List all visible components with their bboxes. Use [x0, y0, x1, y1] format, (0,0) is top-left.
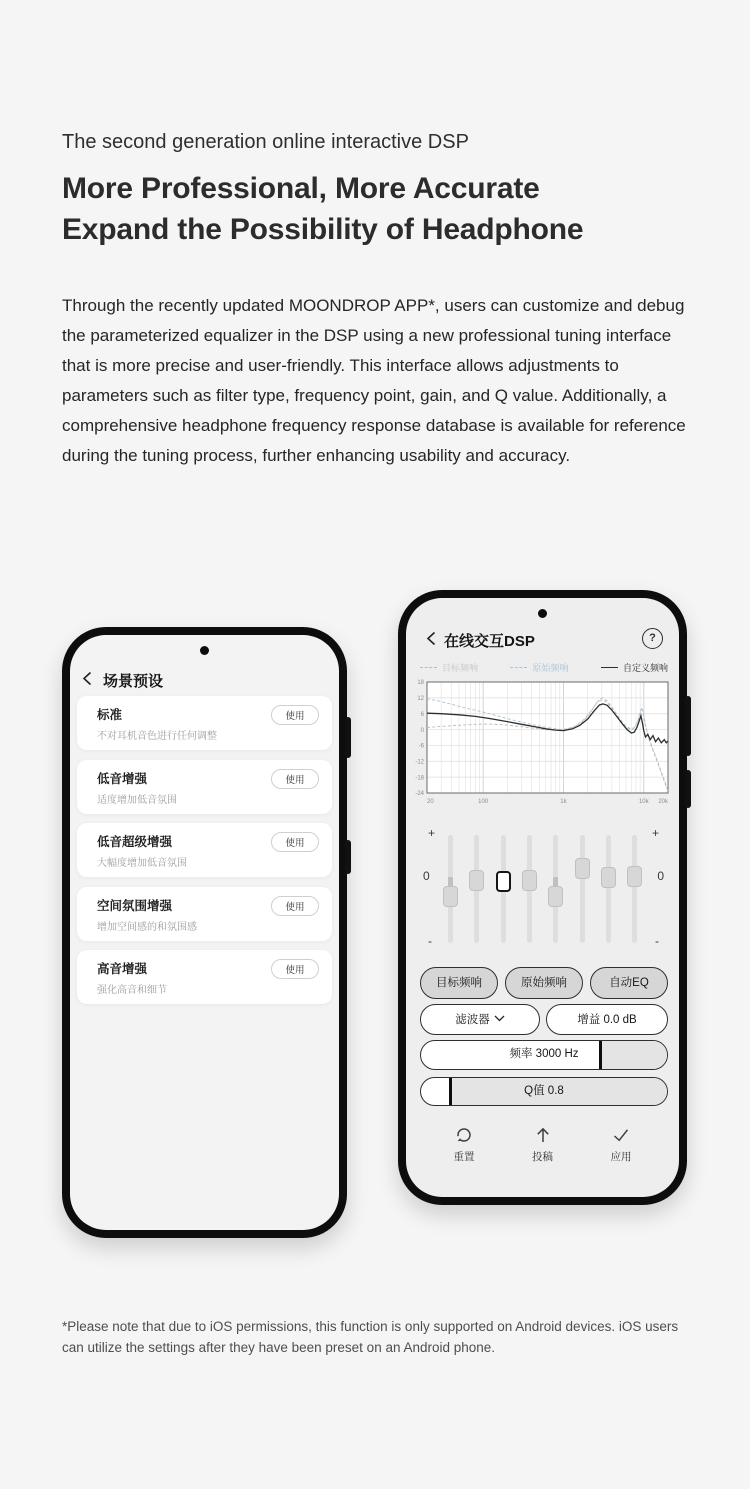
action-重置[interactable] [438, 1125, 490, 1164]
dsp-phone [398, 590, 687, 1205]
power-button [345, 840, 351, 874]
frequency-slider-handle[interactable] [599, 1040, 602, 1070]
page-title-line2: Expand the Possibility of Headphone [62, 213, 584, 246]
page-title [62, 168, 583, 250]
dsp-screen-title: 在线交互DSP [444, 633, 535, 650]
target-response-label: 目标频响 [436, 977, 482, 989]
eq-band-slider[interactable] [572, 835, 592, 943]
upload-icon[interactable] [533, 1125, 553, 1145]
action-投稿[interactable] [517, 1125, 569, 1164]
svg-text:-18: -18 [415, 775, 424, 782]
eq-plus-label-right: + [651, 826, 659, 840]
eq-band-slider[interactable] [624, 835, 644, 943]
svg-text:6: 6 [420, 711, 424, 718]
auto-eq-button[interactable] [590, 967, 668, 999]
auto-eq-label: 自动EQ [609, 977, 649, 989]
preset-screen [70, 635, 339, 1230]
q-slider[interactable] [420, 1077, 668, 1106]
preset-desc: 适度增加低音氛围 [97, 794, 177, 806]
page-subtitle: The second generation online interactive DSP [62, 131, 469, 153]
eq-slider-handle[interactable] [548, 886, 563, 907]
preset-name: 高音增强 [97, 962, 148, 976]
q-slider-label: Q值 0.8 [524, 1085, 564, 1097]
svg-text:20k: 20k [658, 799, 668, 805]
eq-slider-track [606, 835, 611, 943]
legend-label: 自定义频响 [622, 663, 668, 673]
check-icon[interactable] [611, 1125, 631, 1145]
chevron-down-icon [494, 1015, 505, 1022]
action-label: 应用 [610, 1151, 632, 1163]
frequency-slider-track [601, 1041, 667, 1069]
eq-minus-label-left: - [428, 934, 432, 948]
svg-text:-24: -24 [415, 791, 424, 798]
original-response-button[interactable] [505, 967, 583, 999]
frequency-slider[interactable] [420, 1040, 668, 1070]
preset-desc: 不对耳机音色进行任何调整 [97, 731, 217, 742]
help-icon[interactable]: ? [642, 628, 663, 649]
legend-label: 目标频响 [442, 663, 479, 673]
preset-name: 低音增强 [97, 771, 148, 786]
preset-name: 空间氛围增强 [97, 898, 173, 913]
action-label: 投稿 [532, 1151, 553, 1163]
use-button[interactable]: 使用 [271, 769, 319, 789]
dsp-screen [406, 598, 679, 1197]
preset-desc: 大幅度增加低音氛围 [97, 858, 187, 869]
eq-slider-handle[interactable] [627, 866, 642, 887]
svg-text:10k: 10k [638, 799, 649, 805]
camera-dot [200, 646, 209, 655]
svg-text:12: 12 [417, 696, 424, 703]
use-button[interactable]: 使用 [271, 832, 319, 852]
gain-button[interactable] [546, 1004, 668, 1035]
svg-text:-6: -6 [418, 743, 424, 750]
svg-text:20: 20 [427, 799, 434, 805]
preset-desc: 增加空间感的和氛围感 [97, 921, 197, 933]
gain-label: 增益 0.0 dB [577, 1014, 637, 1026]
preset-card [77, 887, 332, 941]
preset-card [77, 950, 332, 1004]
original-response-label: 原始频响 [521, 977, 567, 989]
eq-slider-handle[interactable] [496, 871, 511, 892]
reset-icon[interactable] [454, 1125, 474, 1145]
use-button[interactable]: 使用 [271, 705, 319, 725]
svg-text:-12: -12 [415, 759, 424, 766]
eq-plus-label-left: + [428, 826, 436, 840]
frequency-slider-label: 频率 3000 Hz [509, 1048, 579, 1060]
preset-card [77, 760, 332, 814]
eq-slider-handle[interactable] [601, 867, 616, 888]
eq-band-slider[interactable] [440, 835, 460, 943]
equalizer [406, 598, 679, 1197]
back-icon[interactable] [82, 671, 92, 686]
preset-list [77, 696, 332, 1014]
eq-band-slider[interactable] [519, 835, 539, 943]
preset-name: 低音超级增强 [97, 835, 173, 849]
eq-slider-track [580, 835, 585, 943]
eq-slider-handle[interactable] [469, 870, 484, 891]
volume-button [345, 717, 351, 758]
eq-slider-handle[interactable] [443, 886, 458, 907]
preset-desc: 强化高音和细节 [97, 985, 167, 996]
footnote: *Please note that due to iOS permissions, this function is only supported on Android devices. iOS users can utilize the settings after they have been preset on an Android phone. [62, 1319, 679, 1355]
eq-band-slider[interactable] [598, 835, 618, 943]
legend-label: 原始频响 [532, 663, 569, 673]
eq-band-slider[interactable] [545, 835, 565, 943]
eq-zero-label-right: 0 [657, 869, 664, 883]
page-title-line1: More Professional, More Accurate [62, 172, 540, 205]
eq-slider-handle[interactable] [522, 870, 537, 891]
eq-slider-track [632, 835, 637, 943]
eq-minus-label-right: - [655, 934, 659, 948]
power-button [685, 770, 691, 808]
svg-text:100: 100 [478, 799, 489, 805]
action-应用[interactable] [595, 1125, 647, 1164]
volume-button [685, 696, 691, 756]
svg-text:1k: 1k [560, 799, 567, 805]
preset-name: 标准 [97, 708, 123, 722]
svg-text:0: 0 [420, 727, 424, 734]
use-button[interactable]: 使用 [271, 896, 319, 916]
eq-band-slider[interactable] [466, 835, 486, 943]
eq-zero-label-left: 0 [423, 869, 430, 883]
use-button[interactable]: 使用 [271, 959, 319, 979]
preset-phone [62, 627, 347, 1238]
preset-card [77, 696, 332, 750]
action-bar [438, 1125, 647, 1164]
filter-dropdown[interactable] [420, 1004, 540, 1035]
preset-header [70, 668, 339, 690]
preset-card [77, 823, 332, 877]
filter-label: 滤波器 [455, 1014, 490, 1026]
eq-band-slider[interactable] [493, 835, 513, 943]
preset-screen-title: 场景预设 [103, 673, 164, 690]
target-response-button[interactable] [420, 967, 498, 999]
body-paragraph: Through the recently updated MOONDROP APP*, users can customize and debug the parameterized equalizer in the DSP using a new professional tuning interface that is more precise and user-friendly. This interface allows adjustments to parameters such as filter type, frequency point, gain, and Q value. Additionally, a comprehensive headphone frequency response database is available for reference during the tuning process, further enhancing usability and accuracy. [62, 296, 686, 465]
svg-text:18: 18 [417, 680, 424, 687]
q-slider-handle[interactable] [449, 1077, 452, 1106]
eq-slider-handle[interactable] [575, 858, 590, 879]
action-label: 重置 [453, 1151, 475, 1163]
